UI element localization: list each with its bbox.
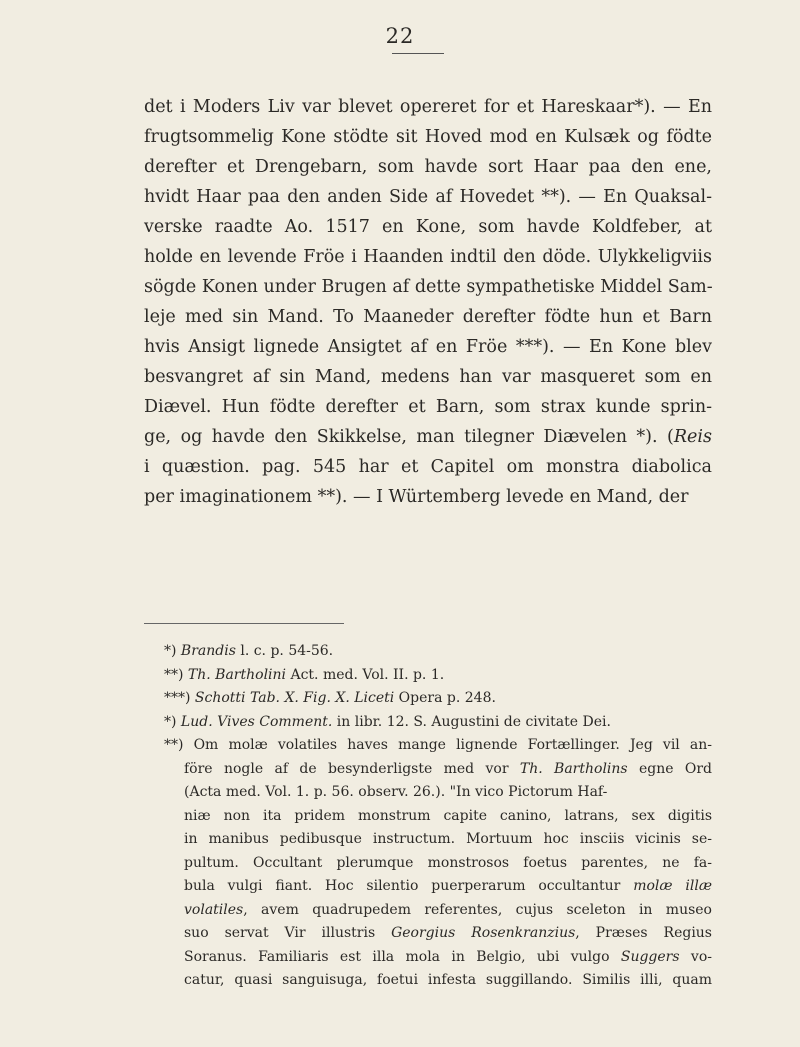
text-run: niæ non ita pridem monstrum capite canino, latrans, sex digitis: [184, 807, 712, 824]
text-line: [144, 422, 712, 452]
footnote-line: [164, 805, 712, 829]
footnotes: [164, 640, 712, 993]
text-run: *): [164, 643, 181, 659]
footnote-line: [164, 899, 712, 923]
text-run: pultum. Occultant plerumque monstrosos foetus parentes, ne fa-: [184, 854, 712, 871]
page-number: 22: [385, 24, 415, 48]
text-run: suo servat Vir illustris: [184, 925, 392, 941]
footnote-line: [164, 969, 712, 993]
text-run: Act. med. Vol. II. p. 1.: [286, 666, 445, 683]
text-line: [144, 272, 712, 302]
text-run: catur, quasi sanguisuga, foetui infesta suggillando. Similis illi, quam: [184, 972, 712, 988]
text-run: , avem quadrupedem referentes, cujus sceleton in museo: [243, 901, 712, 918]
italic-run: Reis: [673, 427, 712, 447]
text-run: hvis Ansigt lignede Ansigtet af en Fröe ***). — En Kone blev: [144, 337, 712, 357]
text-line: [144, 332, 712, 362]
footnote-line: [164, 875, 712, 899]
text-run: Diævel. Hun födte derefter et Barn, som strax kunde sprin-: [144, 397, 712, 417]
text-run: egne Ord: [627, 760, 712, 777]
footnote-line: [164, 922, 712, 946]
footnote-line: [164, 734, 712, 758]
italic-run: Th. Bartholini: [187, 666, 287, 683]
text-line: [144, 152, 712, 182]
text-run: vo-: [679, 948, 712, 965]
text-run: leje med sin Mand. To Maaneder derefter födte hun et Barn: [144, 307, 712, 327]
text-run: det i Moders Liv var blevet opereret for et Hareskaar*). — En: [144, 97, 712, 117]
italic-run: Georgius Rosenkranzius: [391, 925, 576, 941]
text-run: ge, og havde den Skikkelse, man tilegner Diævelen *). (: [144, 427, 674, 447]
italic-run: Lud. Vives Comment.: [180, 713, 333, 730]
text-run: Soranus. Familiaris est illa mola in Belgio, ubi vulgo: [184, 948, 621, 965]
text-line: [144, 212, 712, 242]
text-run: *): [164, 713, 181, 730]
footnote-line: [164, 640, 712, 664]
text-run: i quæstion. pag. 545 har et Capitel om monstra diabolica: [144, 457, 712, 477]
footnote-line: [164, 946, 712, 970]
italic-run: Schotti Tab. X. Fig. X. Liceti: [194, 690, 395, 706]
footnote-line: [164, 758, 712, 782]
footnote-rule: [144, 623, 344, 624]
italic-run: molæ illæ: [633, 878, 712, 894]
text-run: **): [164, 666, 188, 683]
footnote-line: [164, 781, 712, 805]
text-run: före nogle af de besynderligste med vor: [184, 760, 520, 777]
text-line: [144, 482, 712, 512]
text-run: verske raadte Ao. 1517 en Kone, som havde Koldfeber, at: [144, 217, 712, 237]
footnote-line: [164, 828, 712, 852]
text-run: derefter et Drengebarn, som havde sort Haar paa den ene,: [144, 157, 712, 177]
text-run: in manibus pedibusque instructum. Mortuum hoc insciis vicinis se-: [184, 831, 712, 847]
text-run: per imaginationem **). — I Würtemberg levede en Mand, der: [144, 487, 689, 507]
text-run: bula vulgi fiant. Hoc silentio puerperarum occultantur: [184, 878, 634, 894]
text-run: sögde Konen under Brugen af dette sympathetiske Middel Sam-: [144, 277, 713, 297]
text-run: hvidt Haar paa den anden Side af Hovedet **). — En Quaksal-: [144, 187, 712, 207]
text-run: in libr. 12. S. Augustini de civitate Dei.: [332, 713, 611, 730]
footnote-line: [164, 664, 712, 688]
text-run: **) Om molæ volatiles haves mange lignende Fortællinger. Jeg vil an-: [164, 737, 712, 753]
text-run: l. c. p. 54-56.: [235, 643, 334, 659]
text-run: frugtsommelig Kone stödte sit Hoved mod en Kulsæk og födte: [144, 127, 712, 147]
text-line: [144, 452, 712, 482]
text-line: [144, 302, 712, 332]
text-line: [144, 362, 712, 392]
text-run: (Acta med. Vol. 1. p. 56. observ. 26.). "In vico Pictorum Haf-: [184, 784, 608, 800]
text-line: [144, 392, 712, 422]
main-text: [144, 92, 712, 512]
text-line: [144, 182, 712, 212]
text-run: Opera p. 248.: [394, 690, 496, 706]
text-line: [144, 92, 712, 122]
text-line: [144, 122, 712, 152]
text-run: , Præses Regius: [575, 925, 712, 941]
italic-run: Th. Bartholins: [519, 760, 628, 777]
footnote-line: [164, 687, 712, 711]
italic-run: Brandis: [180, 643, 236, 659]
page-number-rule: [392, 53, 444, 54]
text-line: [144, 242, 712, 272]
text-run: ***): [164, 690, 195, 706]
text-run: besvangret af sin Mand, medens han var masqueret som en: [144, 367, 712, 387]
italic-run: Suggers: [620, 948, 680, 965]
text-run: holde en levende Fröe i Haanden indtil den döde. Ulykkeligviis: [144, 247, 712, 267]
italic-run: volatiles: [184, 901, 244, 918]
footnote-line: [164, 711, 712, 735]
footnote-line: [164, 852, 712, 876]
